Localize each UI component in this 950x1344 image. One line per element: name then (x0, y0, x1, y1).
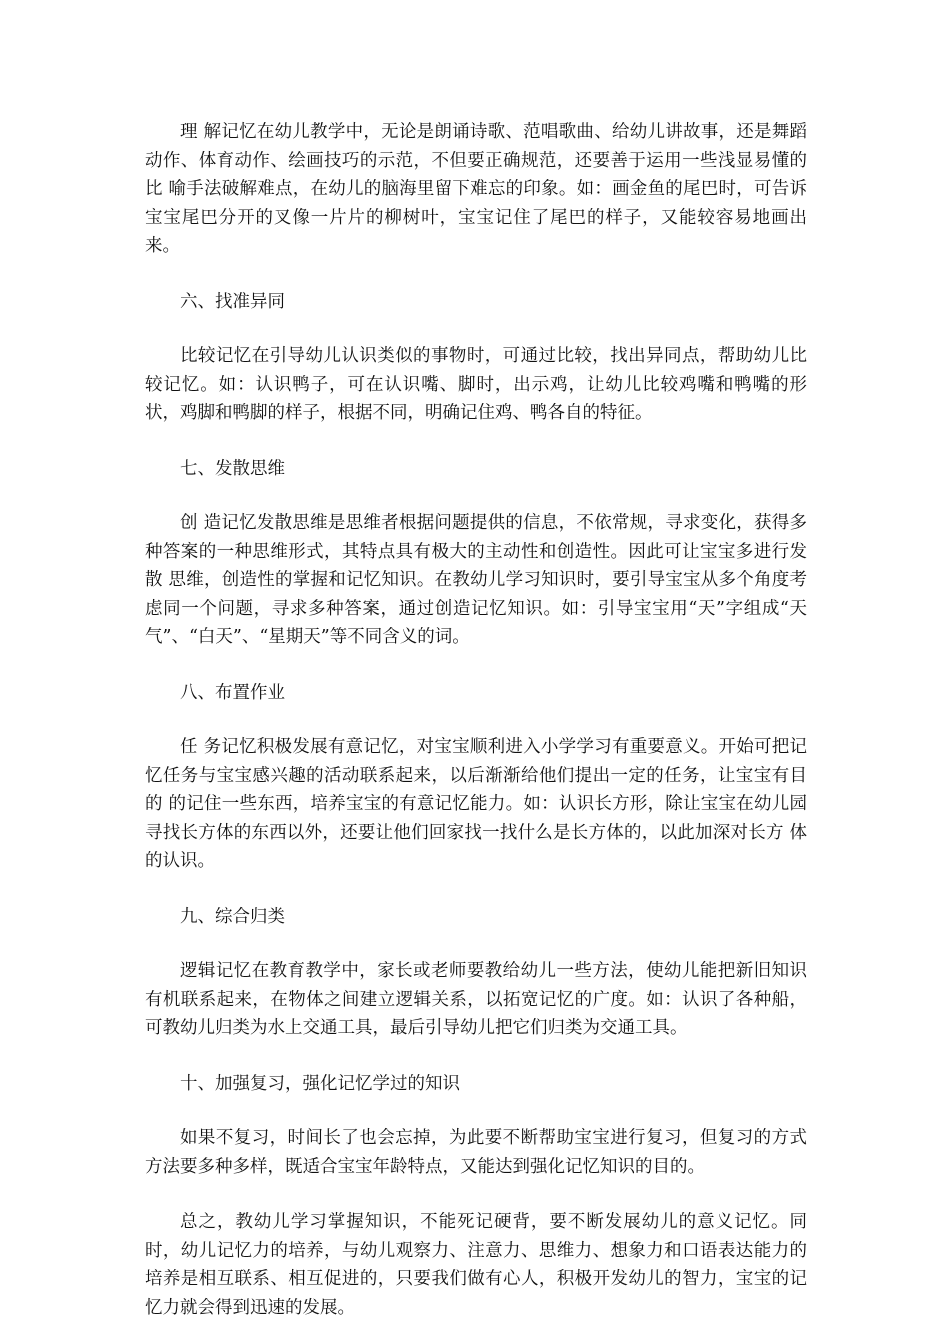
paragraph-conclusion: 总之，教幼儿学习掌握知识，不能死记硬背，要不断发展幼儿的意义记忆。同时，幼儿记忆力的培养，与幼儿观察力、注意力、思维力、想象力和口语表达能力的培养是相互联系、相互促进的，只要我们做有心人，积极开发幼儿的智力，宝宝的记忆力就会得到迅速的发展。 (145, 1212, 807, 1318)
section-heading-8: 八、布置作业 (180, 682, 285, 703)
section-heading-9: 九、综合归类 (180, 906, 285, 927)
paragraph-task-memory: 任 务记忆积极发展有意记忆，对宝宝顺利进入小学学习有重要意义。开始可把记忆任务与宝宝感兴趣的活动联系起来，以后渐渐给他们提出一定的任务，让宝宝有目的 的记住一些东西，培养宝宝的有意记忆能力。如：认识长方形，除让宝宝在幼儿园寻找长方体的东西以外，还要让他们回家找一找什么是长方体的，以此加深对长方 体的认识。 (145, 737, 807, 871)
section-heading-7: 七、发散思维 (180, 458, 285, 479)
paragraph-review: 如果不复习，时间长了也会忘掉，为此要不断帮助宝宝进行复习，但复习的方式方法要多种多样，既适合宝宝年龄特点，又能达到强化记忆知识的目的。 (145, 1128, 807, 1177)
paragraph-understanding-memory: 理 解记忆在幼儿教学中，无论是朗诵诗歌、范唱歌曲、给幼儿讲故事，还是舞蹈动作、体育动作、绘画技巧的示范，不但要正确规范，还要善于运用一些浅显易懂的比 喻手法破解难点，在幼儿的脑海里留下难忘的印象。如：画金鱼的尾巴时，可告诉宝宝尾巴分开的叉像一片片的柳树叶，宝宝记住了尾巴的样子，又能较容易地画出 来。 (145, 122, 807, 256)
paragraph-comparison-memory: 比较记忆在引导幼儿认识类似的事物时，可通过比较，找出异同点，帮助幼儿比较记忆。如：认识鸭子，可在认识嘴、脚时，出示鸡，让幼儿比较鸡嘴和鸭嘴的形状，鸡脚和鸭脚的样子，根据不同，明确记住鸡、鸭各自的特征。 (145, 346, 807, 423)
document-body (145, 118, 807, 1322)
paragraph-creative-memory: 创 造记忆发散思维是思维者根据问题提供的信息，不依常规，寻求变化，获得多种答案的一种思维形式，其特点具有极大的主动性和创造性。因此可让宝宝多进行发散 思维，创造性的掌握和记忆知识。在教幼儿学习知识时，要引导宝宝从多个角度考虑同一个问题，寻求多种答案，通过创造记忆知识。如：引导宝宝用“天”字组成“天气”、“白天”、“星期天”等不同含义的词。 (145, 513, 807, 647)
section-heading-10: 十、加强复习，强化记忆学过的知识 (180, 1073, 460, 1094)
section-heading-6: 六、找准异同 (180, 291, 285, 312)
paragraph-logic-memory: 逻辑记忆在教育教学中，家长或老师要教给幼儿一些方法，使幼儿能把新旧知识有机联系起来，在物体之间建立逻辑关系，以拓宽记忆的广度。如：认识了各种船，可教幼儿归类为水上交通工具，最后引导幼儿把它们归类为交通工具。 (145, 961, 807, 1038)
